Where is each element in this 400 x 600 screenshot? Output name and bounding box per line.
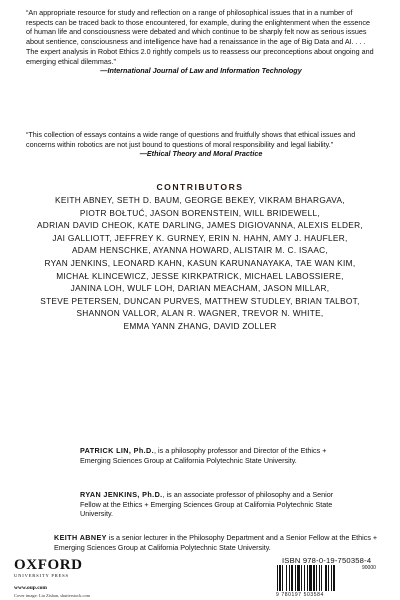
review-quote-text: “An appropriate resource for study and reflection on a range of philosophical issues that in a number of respects can be traced back to those encountered, for example, during the enlightenment when the essence of human life and consciousness were debated and which continue to be sharply felt now as serious issues about sentience, consciousness and intelligence have had a renaissance in the age of Big Data and AI. . . . The expert analysis in Robot Ethics 2.0 rightly compels us to reassess our preconceptions about ongoing and emerging ethical dilemmas.” [26, 8, 374, 66]
author-bio-text: , is a philosophy professor and Director of the Ethics + Emerging Sciences Group at California Polytechnic State University. [80, 446, 327, 465]
review-quote-1 [26, 8, 376, 76]
author-name: PATRICK LIN, Ph.D. [80, 446, 155, 455]
publisher-logo-main: OXFORD [14, 557, 83, 573]
contributor-line: JAI GALLIOTT, JEFFREY K. GURNEY, ERIN N. HAHN, AMY J. HAUFLER, [52, 232, 348, 243]
publisher-logo [14, 558, 104, 579]
contributor-line: SHANNON VALLOR, ALAN R. WAGNER, TREVOR N. WHITE, [76, 308, 324, 319]
isbn-label: ISBN 978-0-19-750358-4 [282, 556, 372, 565]
isbn-block [276, 556, 386, 600]
contributors-heading: CONTRIBUTORS [156, 182, 244, 192]
price-code: 90000 [362, 565, 376, 571]
contributor-line: MICHAŁ KLINCEWICZ, JESSE KIRKPATRICK, MICHAEL LABOSSIERE, [56, 270, 344, 281]
contributor-line: ADRIAN DAVID CHEOK, KATE DARLING, JAMES DIGIOVANNA, ALEXIS ELDER, [36, 220, 364, 231]
contributor-line: PIOTR BOŁTUĆ, JASON BORENSTEIN, WILL BRIDEWELL, [79, 207, 321, 218]
contributor-line: RYAN JENKINS, LEONARD KAHN, KASUN KARUNANAYAKA, TAE WAN KIM, [44, 257, 356, 268]
cover-image-credit: Cover image: Liu Zishan, shutterstock.com [14, 593, 91, 598]
author-bio-text: is a senior lecturer in the Philosophy Department and a Senior Fellow at the Ethics + Emerging Sciences Group at California Polytechnic State University. [54, 533, 378, 552]
author-bio-lin [80, 446, 335, 465]
contributor-line: KEITH ABNEY, SETH D. BAUM, GEORGE BEKEY, VIKRAM BHARGAVA, [55, 195, 345, 205]
review-quote-text: “This collection of essays contains a wide range of questions and fruitfully shows that ethical issues and concerns within robotics are not just bound to questions of moral responsibility and legal liability.” [26, 130, 356, 149]
publisher-logo-sub: UNIVERSITY PRESS [14, 573, 69, 578]
author-bio-jenkins [80, 490, 335, 519]
contributor-line: EMMA YANN ZHANG, DAVID ZOLLER [123, 320, 277, 331]
publisher-url[interactable]: www.oup.com [14, 585, 48, 591]
contributor-line: ADAM HENSCHKE, AYANNA HOWARD, ALISTAIR M. C. ISAAC, [71, 245, 329, 256]
author-bio-abney [54, 533, 384, 552]
review-attribution: —Ethical Theory and Moral Practice [139, 149, 263, 159]
contributors-list [22, 194, 378, 333]
author-name: KEITH ABNEY [54, 533, 107, 542]
author-name: RYAN JENKINS, Ph.D. [80, 490, 163, 499]
contributor-line: STEVE PETERSEN, DUNCAN PURVES, MATTHEW STUDLEY, BRIAN TALBOT, [40, 295, 360, 306]
barcode-digits: 9 780197 503584 [276, 592, 324, 598]
barcode-icon [276, 565, 358, 591]
review-attribution: —International Journal of Law and Information Technology [100, 66, 302, 76]
review-quote-2 [26, 130, 376, 159]
author-bio-text: , is an associate professor of philosophy and a Senior Fellow at the Ethics + Emerging Sciences Group at California Polytechnic State University. [80, 490, 334, 519]
contributor-line: JANINA LOH, WULF LOH, DARIAN MEACHAM, JASON MILLAR, [70, 283, 330, 294]
